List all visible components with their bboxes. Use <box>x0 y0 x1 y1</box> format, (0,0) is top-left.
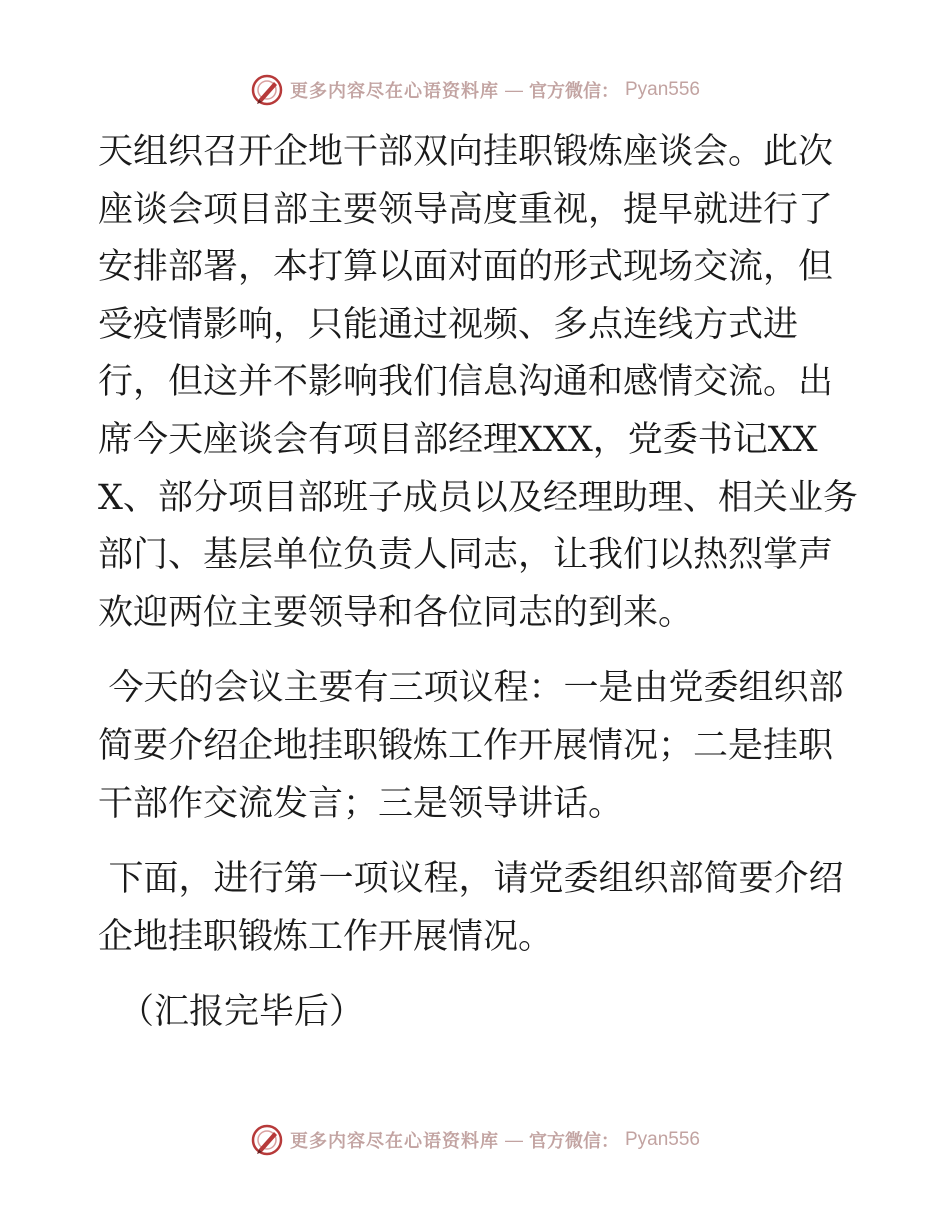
paragraph-after-report: （汇报完毕后） <box>119 992 365 1033</box>
pen-logo-icon <box>250 73 284 107</box>
paragraph-first-item: 下面，进行第一项议程，请党委组织部简要介绍企地挂职锻炼工作开展情况。 <box>98 859 844 957</box>
banner-brand-text: 更多内容尽在心语资料库 <box>289 81 499 102</box>
banner-dash: — <box>504 1129 523 1150</box>
banner-dash: — <box>504 79 523 100</box>
banner-wechat-id: Pyan556 <box>624 1129 700 1150</box>
paragraph-opening: 天组织召开企地干部双向挂职锻炼座谈会。此次座谈会项目部主要领导高度重视，提早就进行了安排部署，本打算以面对面的形式现场交流，但受疫情影响，只能通过视频、多点连线方式进行，但这并不影响我们信息沟通和感情交流。出席今天座谈会有项目部经理XXX，党委书记XXX、部分项目部班子成员以及经理助理、相关业务部门、基层单位负责人同志，让我们以热烈掌声欢迎两位主要领导和各位同志的到来。 <box>98 132 858 633</box>
paragraph-agenda: 今天的会议主要有三项议程：一是由党委组织部简要介绍企地挂职锻炼工作开展情况；二是挂职干部作交流发言；三是领导讲话。 <box>98 668 844 824</box>
banner-wechat-id: Pyan556 <box>624 79 700 100</box>
banner-wechat-label: 官方微信： <box>528 81 619 102</box>
footer-watermark <box>0 1120 950 1160</box>
banner-brand-text: 更多内容尽在心语资料库 <box>289 1131 499 1152</box>
header-watermark <box>0 70 950 110</box>
pen-logo-icon <box>250 1123 284 1157</box>
banner-wechat-label: 官方微信： <box>528 1131 619 1152</box>
document-body <box>98 124 858 1042</box>
